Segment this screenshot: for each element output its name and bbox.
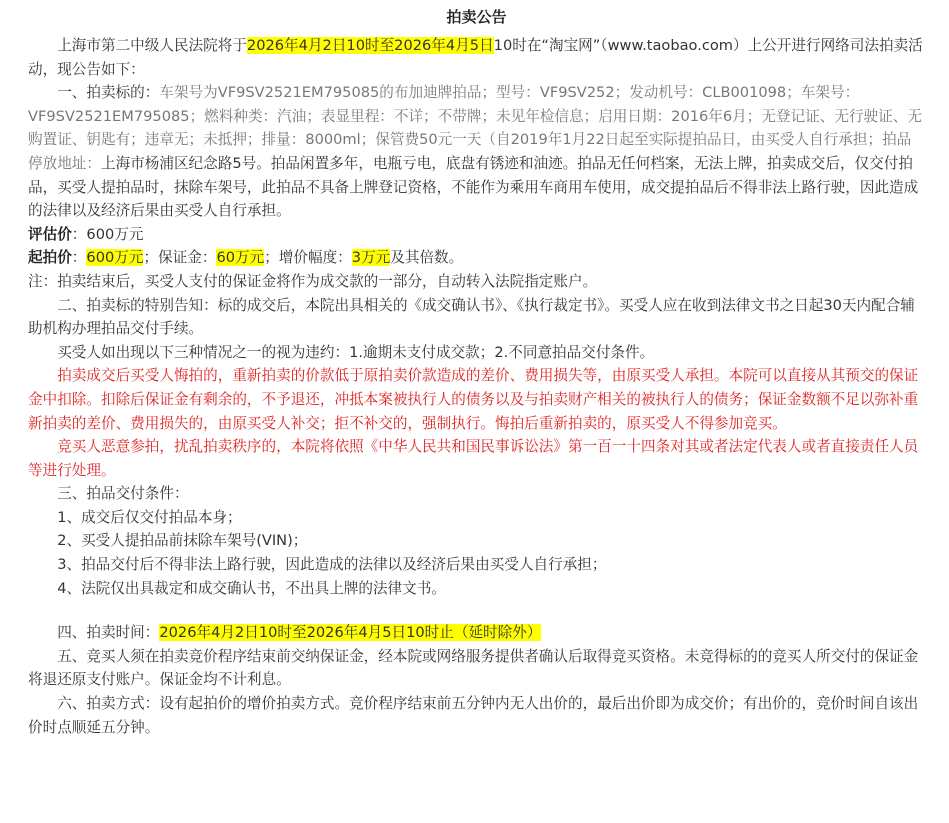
item1-label: 一、拍卖标的： bbox=[57, 84, 160, 102]
item4-label: 四、拍卖时间： bbox=[57, 624, 160, 642]
valuation-value: 600万元 bbox=[86, 225, 144, 243]
list-item: 1、成交后仅交付拍品本身； bbox=[57, 508, 242, 526]
item6-paragraph: 六、拍卖方式：设有起拍价的增价拍卖方式。竞价程序结束前五分钟内无人出价的，最后出价即为成交价；有出价的，竞价时间自该出价时点顺延五分钟。 bbox=[28, 695, 919, 736]
start-price-line bbox=[28, 246, 925, 270]
default-rules-paragraph: 拍卖成交后买受人悔拍的，重新拍卖的价款低于原拍卖价款造成的差价、费用损失等，由原买受人承担。本院可以直接从其预交的保证金中扣除。扣除后保证金有剩余的，不予退还，冲抵本案被执行人的债务以及与拍卖财产相关的被执行人的债务；保证金数额不足以弥补重新拍卖的差价、费用损失的，由原买受人补交；拒不补交的，强制执行。悔拍后重新拍卖的，原买受人不得参加竞买。 bbox=[28, 367, 919, 432]
item1-paragraph bbox=[28, 81, 925, 223]
item1-details: 上海市杨浦区纪念路5号。拍品闲置多年，电瓶亏电，底盘有锈迹和油迹。拍品无任何档案，无法上牌，拍卖成交后，仅交付拍品，买受人提拍品时，抹除车架号，此拍品不具备上牌登记资格，不能作为乘用车商用车使用，成交提拍品后不得非法上路行驶，因此造成的法律以及经济后果由买受人自行承担。 bbox=[28, 154, 919, 220]
increment-suffix: 及其倍数。 bbox=[390, 249, 464, 267]
start-price-label: 起拍价 bbox=[28, 249, 72, 267]
item5-paragraph: 五、竞买人须在拍卖竞价程序结束前交纳保证金，经本院或网络服务提供者确认后取得竞买资格。未竞得标的的竞买人所交付的保证金将退还原支付账户。保证金均不计利息。 bbox=[28, 647, 919, 689]
note-paragraph: 注：拍卖结束后，买受人支付的保证金将作为成交款的一部分，自动转入法院指定账户。 bbox=[28, 272, 598, 290]
spacer bbox=[28, 600, 925, 621]
item3-heading: 三、拍品交付条件： bbox=[57, 485, 189, 503]
breach-paragraph: 买受人如出现以下三种情况之一的视为违约：1.逾期未支付成交款；2.不同意拍品交付条件。 bbox=[57, 343, 655, 361]
intro-paragraph bbox=[28, 34, 925, 81]
deposit-value: 60万元 bbox=[216, 249, 265, 267]
auction-period-highlight: 2026年4月2日10时至2026年4月5日 bbox=[246, 37, 494, 54]
list-item: 4、法院仅出具裁定和成交确认书，不出具上牌的法律文书。 bbox=[57, 579, 446, 597]
intro-text-1: 上海市第二中级人民法院将于 bbox=[57, 37, 247, 54]
page-title: 拍卖公告 bbox=[446, 8, 507, 26]
item2-paragraph: 二、拍卖标的特别告知：标的成交后，本院出具相关的《成交确认书》、《执行裁定书》。买受人应在收到法律文书之日起30天内配合辅助机构办理拍品交付手续。 bbox=[28, 296, 915, 338]
start-price-colon: ： bbox=[71, 249, 87, 267]
auction-time-highlight: 2026年4月2日10时至2026年4月5日10时止（延时除外） bbox=[159, 624, 542, 642]
start-price-value: 600万元 bbox=[86, 249, 144, 267]
valuation-label: 评估价 bbox=[28, 225, 72, 243]
deposit-label: ；保证金： bbox=[143, 249, 217, 267]
malicious-bidding-paragraph: 竞买人恶意参拍，扰乱拍卖秩序的，本院将依照《中华人民共和国民事诉讼法》第一百一十四条对其或者法定代表人或者直接责任人员等进行处理。 bbox=[28, 438, 919, 479]
list-item: 3、拍品交付后不得非法上路行驶，因此造成的法律以及经济后果由买受人自行承担； bbox=[57, 556, 607, 574]
valuation-colon: ： bbox=[71, 225, 87, 243]
list-item: 2、买受人提拍品前抹除车架号(VIN)； bbox=[57, 532, 308, 550]
valuation-line bbox=[28, 223, 925, 247]
intro-text-2: 10时在“淘宝网”（www.taobao.com）上公开进行网络司法拍卖活动，现公告如下： bbox=[28, 37, 923, 78]
increment-value: 3万元 bbox=[351, 249, 391, 267]
item1-details-gray: 车架号为VF9SV2521EM795085的布加迪牌拍品；型号：VF9SV252；发动机号：CLB001098；车架号：VF9SV2521EM795085；燃料种类：汽油；表显里程：不详；不带牌；未见年检信息；启用日期：2016年6月；无登记证、无行驶证、无购置证、钥匙有；违章无；未抵押；排量：8000ml；保管费50元一天（自2019年1月22日起至实际提拍品日，由买受人自行承担；拍品停放地址： bbox=[28, 84, 922, 172]
item4-paragraph bbox=[28, 621, 925, 645]
increment-label: ；增价幅度： bbox=[264, 249, 352, 267]
